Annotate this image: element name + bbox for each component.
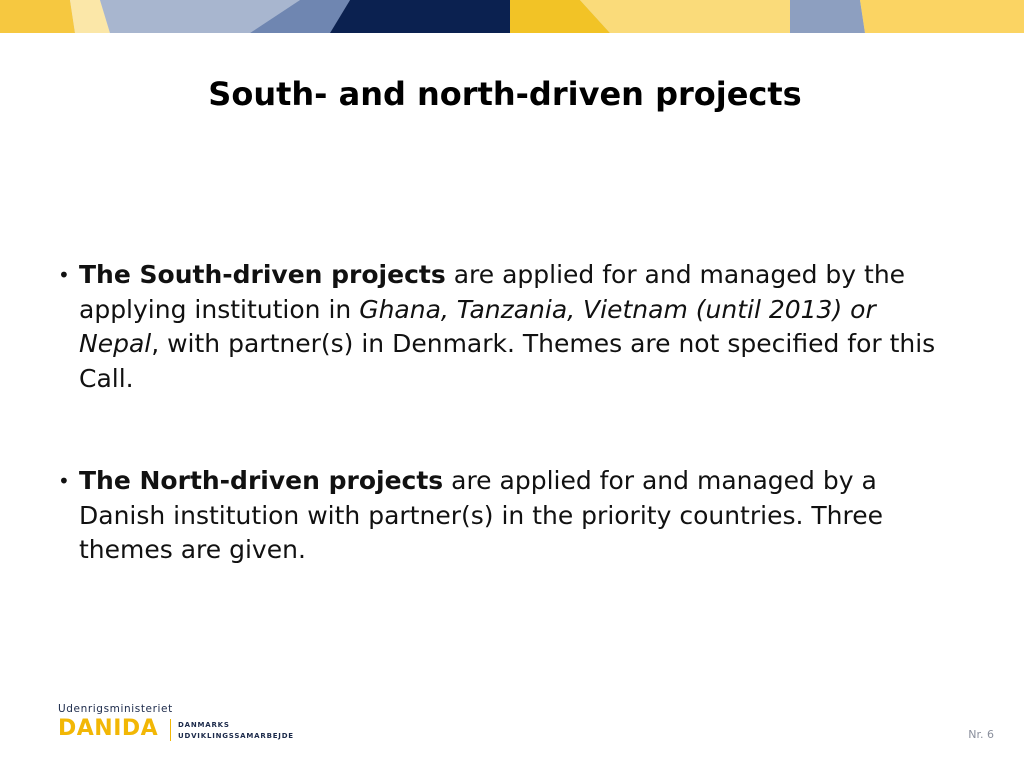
bullet-lead-text: The North-driven projects xyxy=(79,466,444,495)
ministry-name: Udenrigsministeriet xyxy=(58,703,173,715)
bullet-north-driven xyxy=(58,464,938,568)
logo-divider xyxy=(170,719,171,741)
bullet-lead-text: The South-driven projects xyxy=(79,260,446,289)
page-number: Nr. 6 xyxy=(968,728,994,741)
bullet-body-text-end: , with partner(s) in Denmark. Themes are not specified for this Call. xyxy=(79,329,936,393)
danida-wordmark: DANIDA xyxy=(58,716,159,741)
bullet-body-text: are applied for and managed by a Danish institution with partner(s) in the priority countries. Three themes are given. xyxy=(79,466,883,564)
tagline-line-2: UDVIKLINGSSAMARBEJDE xyxy=(178,732,294,740)
bullet-marker: • xyxy=(58,469,70,493)
bullet-body-text: are applied for and managed by the applying institution in xyxy=(79,260,906,324)
tagline-line-1: DANMARKS xyxy=(178,721,230,729)
bullet-south-driven xyxy=(58,258,938,396)
logo-tagline xyxy=(178,720,294,742)
bullet-countries-text: Ghana, Tanzania, Vietnam (until 2013) or Nepal xyxy=(79,294,876,358)
bullet-marker: • xyxy=(58,263,70,287)
top-banner xyxy=(0,0,1024,33)
banner-stripes-graphic xyxy=(0,0,1024,33)
bullet-list xyxy=(58,258,938,568)
danida-logo xyxy=(58,703,298,743)
slide-title: South- and north-driven projects xyxy=(208,75,802,113)
